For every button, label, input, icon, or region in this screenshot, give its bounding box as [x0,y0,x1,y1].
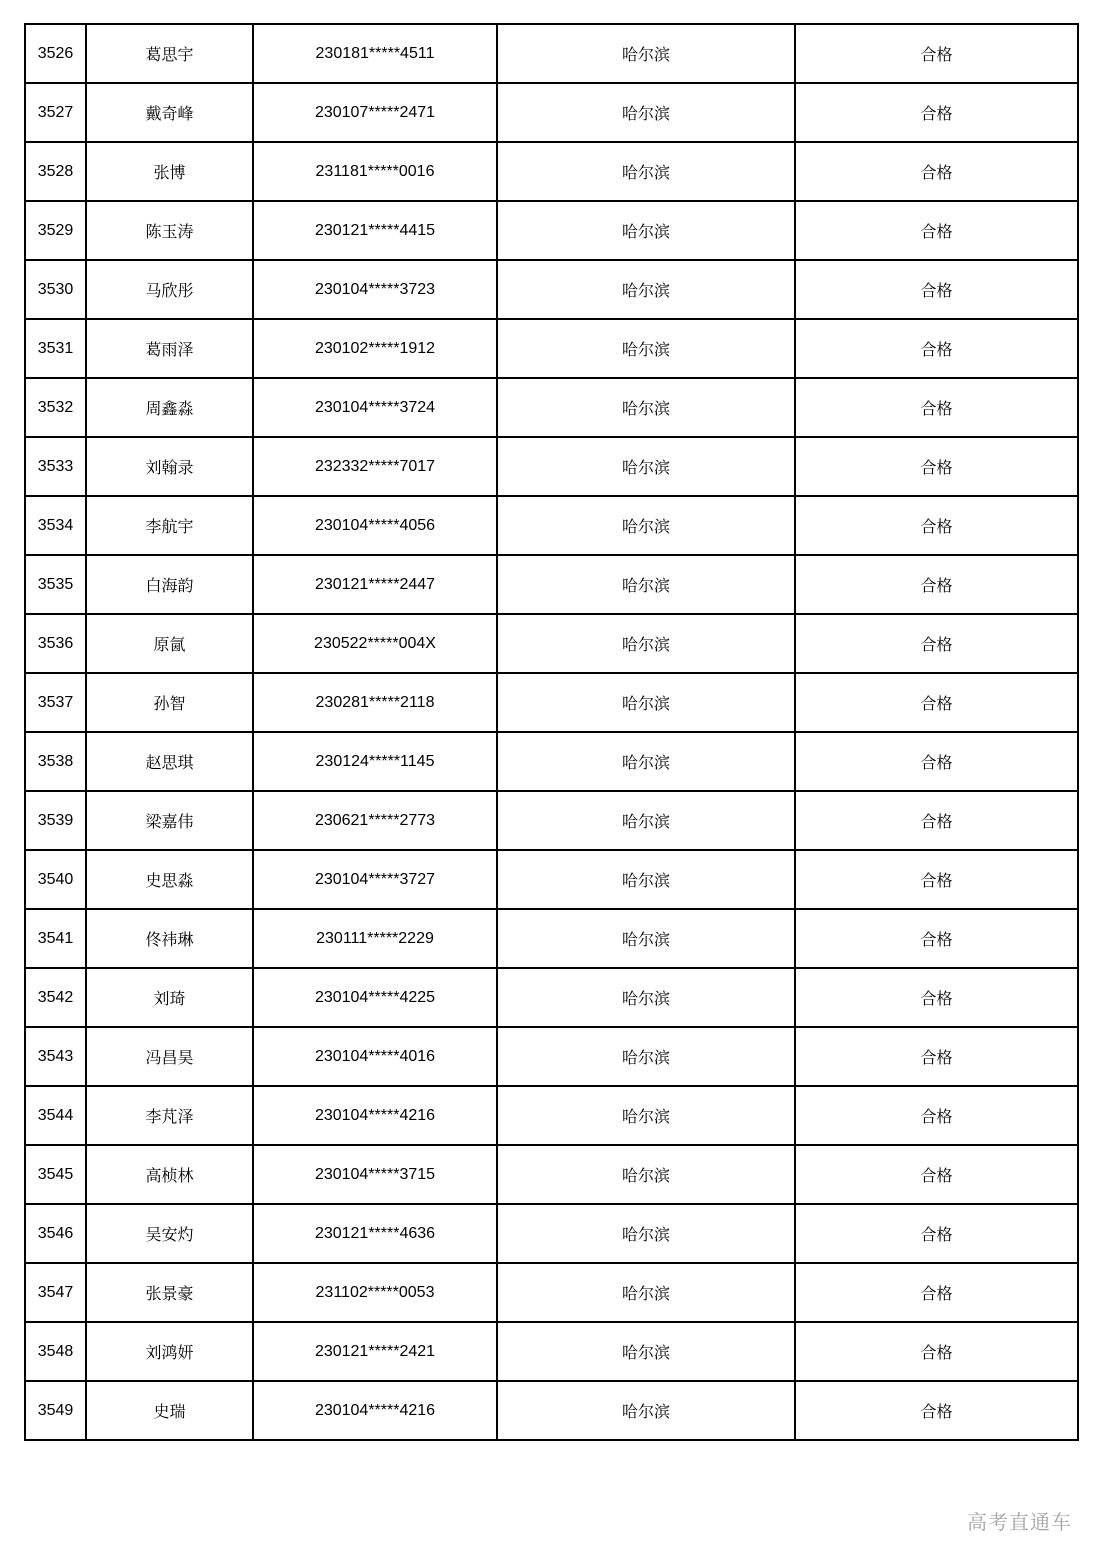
roster-table [24,23,1079,1441]
city: 哈尔滨 [497,1086,795,1145]
result-status: 合格 [795,1145,1078,1204]
result-status: 合格 [795,555,1078,614]
city: 哈尔滨 [497,260,795,319]
id-number: 230104*****4216 [253,1086,497,1145]
result-status: 合格 [795,1381,1078,1440]
row-number: 3534 [25,496,86,555]
row-number: 3536 [25,614,86,673]
row-number: 3537 [25,673,86,732]
row-number: 3538 [25,732,86,791]
city: 哈尔滨 [497,614,795,673]
row-number: 3526 [25,24,86,83]
row-number: 3541 [25,909,86,968]
city: 哈尔滨 [497,673,795,732]
table-row [25,791,1078,850]
id-number: 230121*****4636 [253,1204,497,1263]
id-number: 230104*****4056 [253,496,497,555]
row-number: 3531 [25,319,86,378]
id-number: 230104*****3724 [253,378,497,437]
result-status: 合格 [795,1086,1078,1145]
city: 哈尔滨 [497,83,795,142]
person-name: 张博 [86,142,253,201]
city: 哈尔滨 [497,437,795,496]
roster-body [25,24,1078,1440]
id-number: 230107*****2471 [253,83,497,142]
row-number: 3547 [25,1263,86,1322]
person-name: 刘鸿妍 [86,1322,253,1381]
id-number: 230104*****4016 [253,1027,497,1086]
city: 哈尔滨 [497,1145,795,1204]
city: 哈尔滨 [497,1027,795,1086]
result-status: 合格 [795,378,1078,437]
result-status: 合格 [795,791,1078,850]
id-number: 231181*****0016 [253,142,497,201]
result-status: 合格 [795,968,1078,1027]
row-number: 3539 [25,791,86,850]
person-name: 刘翰录 [86,437,253,496]
city: 哈尔滨 [497,378,795,437]
result-status: 合格 [795,1204,1078,1263]
table-row [25,732,1078,791]
person-name: 孙智 [86,673,253,732]
result-status: 合格 [795,614,1078,673]
table-row [25,614,1078,673]
person-name: 张景豪 [86,1263,253,1322]
id-number: 230124*****1145 [253,732,497,791]
person-name: 葛雨泽 [86,319,253,378]
id-number: 230104*****3715 [253,1145,497,1204]
city: 哈尔滨 [497,1204,795,1263]
person-name: 白海韵 [86,555,253,614]
id-number: 230621*****2773 [253,791,497,850]
id-number: 230121*****2421 [253,1322,497,1381]
table-row [25,437,1078,496]
row-number: 3527 [25,83,86,142]
row-number: 3533 [25,437,86,496]
table-row [25,201,1078,260]
person-name: 刘琦 [86,968,253,1027]
table-row [25,1204,1078,1263]
city: 哈尔滨 [497,1381,795,1440]
result-status: 合格 [795,260,1078,319]
table-row [25,1381,1078,1440]
person-name: 史瑞 [86,1381,253,1440]
person-name: 李芃泽 [86,1086,253,1145]
table-row [25,1027,1078,1086]
table-row [25,850,1078,909]
row-number: 3528 [25,142,86,201]
row-number: 3540 [25,850,86,909]
person-name: 周鑫淼 [86,378,253,437]
result-status: 合格 [795,437,1078,496]
result-status: 合格 [795,24,1078,83]
person-name: 马欣彤 [86,260,253,319]
table-row [25,555,1078,614]
city: 哈尔滨 [497,142,795,201]
person-name: 原氤 [86,614,253,673]
table-row [25,83,1078,142]
table-row [25,24,1078,83]
city: 哈尔滨 [497,1322,795,1381]
table-row [25,319,1078,378]
id-number: 230104*****4216 [253,1381,497,1440]
result-status: 合格 [795,850,1078,909]
watermark: 高考直通车 [967,1510,1072,1534]
id-number: 230181*****4511 [253,24,497,83]
person-name: 李航宇 [86,496,253,555]
row-number: 3549 [25,1381,86,1440]
id-number: 230281*****2118 [253,673,497,732]
result-status: 合格 [795,1263,1078,1322]
result-status: 合格 [795,319,1078,378]
city: 哈尔滨 [497,732,795,791]
city: 哈尔滨 [497,24,795,83]
row-number: 3530 [25,260,86,319]
table-row [25,968,1078,1027]
table-row [25,378,1078,437]
table-row [25,1145,1078,1204]
result-status: 合格 [795,496,1078,555]
person-name: 吴安灼 [86,1204,253,1263]
person-name: 赵思琪 [86,732,253,791]
row-number: 3535 [25,555,86,614]
table-row [25,1322,1078,1381]
row-number: 3542 [25,968,86,1027]
result-status: 合格 [795,1027,1078,1086]
id-number: 232332*****7017 [253,437,497,496]
person-name: 葛思宇 [86,24,253,83]
table-row [25,496,1078,555]
table-row [25,1086,1078,1145]
table-row [25,909,1078,968]
id-number: 230102*****1912 [253,319,497,378]
row-number: 3548 [25,1322,86,1381]
city: 哈尔滨 [497,850,795,909]
id-number: 230104*****3723 [253,260,497,319]
table-row [25,1263,1078,1322]
city: 哈尔滨 [497,909,795,968]
city: 哈尔滨 [497,791,795,850]
table-row [25,142,1078,201]
city: 哈尔滨 [497,1263,795,1322]
city: 哈尔滨 [497,319,795,378]
id-number: 230522*****004X [253,614,497,673]
person-name: 史思淼 [86,850,253,909]
id-number: 231102*****0053 [253,1263,497,1322]
result-status: 合格 [795,83,1078,142]
person-name: 佟祎琳 [86,909,253,968]
row-number: 3545 [25,1145,86,1204]
person-name: 陈玉涛 [86,201,253,260]
city: 哈尔滨 [497,555,795,614]
result-status: 合格 [795,201,1078,260]
id-number: 230104*****4225 [253,968,497,1027]
row-number: 3543 [25,1027,86,1086]
row-number: 3532 [25,378,86,437]
id-number: 230121*****2447 [253,555,497,614]
row-number: 3546 [25,1204,86,1263]
result-status: 合格 [795,732,1078,791]
result-status: 合格 [795,1322,1078,1381]
result-status: 合格 [795,673,1078,732]
result-status: 合格 [795,909,1078,968]
id-number: 230111*****2229 [253,909,497,968]
city: 哈尔滨 [497,968,795,1027]
id-number: 230121*****4415 [253,201,497,260]
table-row [25,673,1078,732]
row-number: 3529 [25,201,86,260]
person-name: 高桢林 [86,1145,253,1204]
city: 哈尔滨 [497,201,795,260]
row-number: 3544 [25,1086,86,1145]
person-name: 梁嘉伟 [86,791,253,850]
table-row [25,260,1078,319]
result-status: 合格 [795,142,1078,201]
person-name: 戴奇峰 [86,83,253,142]
id-number: 230104*****3727 [253,850,497,909]
person-name: 冯昌昊 [86,1027,253,1086]
city: 哈尔滨 [497,496,795,555]
